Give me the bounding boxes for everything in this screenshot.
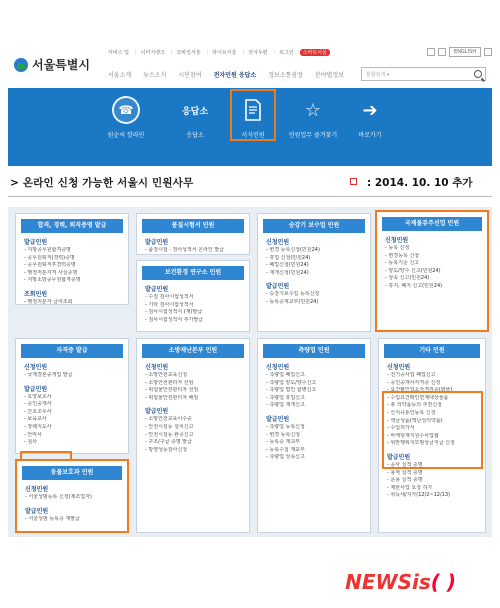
service-link[interactable]: - 국제결혼중개업 발급 <box>24 372 120 380</box>
seoul-logo-icon <box>14 58 28 72</box>
box-title[interactable]: 합격, 경력, 퇴직증명 발급 <box>21 219 123 233</box>
service-link[interactable]: - 공인중개사 <box>24 401 120 409</box>
service-link[interactable]: - 수질 검사시험성적서 <box>145 294 241 302</box>
service-list <box>24 299 120 307</box>
service-link[interactable]: - 운용 실적 증명 <box>387 477 477 485</box>
band-label: 원순씨 핫라인 <box>107 132 145 139</box>
section-title: 발급민원 <box>266 415 290 423</box>
utility-bar: 서비스 업 | 이미지뱅크 | 모바일서울 | 라이브서울 | 전자우편 | 로그인 스마트서울 ENGLISH <box>108 44 492 60</box>
service-link[interactable]: - 요양보호사 <box>24 394 120 402</box>
service-link[interactable]: - 행정처분자격 사실증명 <box>24 270 120 278</box>
service-list <box>145 416 241 454</box>
smart-seoul-badge[interactable]: 스마트서울 <box>300 49 330 56</box>
language-select[interactable]: ENGLISH <box>449 47 481 57</box>
service-link[interactable]: - 안전시설등 완공신고 <box>145 432 241 440</box>
phone-icon: ☎ <box>112 96 140 124</box>
service-link[interactable]: - 등록 신청 <box>385 245 479 253</box>
box-title[interactable]: 기타 민원 <box>384 344 480 358</box>
service-link[interactable]: - 공사 실적 증명 <box>387 462 477 470</box>
service-link[interactable]: - 서울성범 등록증 재발급 <box>25 516 119 524</box>
arrow-icon: ➔ <box>362 99 378 121</box>
service-list <box>24 394 120 447</box>
service-link[interactable]: - 품질시험 · 검사성적서 온라인 발급 <box>145 247 241 255</box>
box-title[interactable]: 측량업 민원 <box>263 344 365 358</box>
band-item-shortcut[interactable] <box>340 96 400 139</box>
service-link[interactable]: - 휴업 신청(민원24) <box>266 255 362 263</box>
service-link[interactable]: - 공인중개사자격증 신청 <box>387 380 477 388</box>
service-box <box>375 210 489 332</box>
box-title[interactable]: 자격증 발급 <box>21 344 123 358</box>
service-link[interactable]: - 구조/구급 증명 발급 <box>145 439 241 447</box>
service-link[interactable]: - 안전시설등 설치신고 <box>145 424 241 432</box>
section-title: 발급민원 <box>145 286 169 293</box>
nav-item[interactable]: 시민참여 <box>178 72 202 79</box>
service-box <box>136 338 250 533</box>
util-link[interactable]: 라이브서울 <box>212 49 237 56</box>
service-link[interactable]: - 산지유통인등록 신청 <box>387 410 477 418</box>
service-list <box>266 291 362 306</box>
service-link[interactable]: - 측량업 등록신청 <box>266 424 362 432</box>
service-list <box>266 424 362 462</box>
service-list <box>25 494 119 502</box>
highlight-outline <box>20 451 72 461</box>
square-bullet-icon <box>350 178 357 185</box>
service-link[interactable]: - 측량업 법인 합병신고 <box>266 387 362 395</box>
service-link[interactable]: - 측량업 폐업신고 <box>266 372 362 380</box>
star-icon: ☆ <box>304 99 322 121</box>
service-box <box>15 338 129 454</box>
watermark-suffix: ( ) <box>430 570 456 594</box>
band-label: 바로가기 <box>358 132 382 139</box>
section-title: 발급민원 <box>25 507 49 515</box>
service-list <box>145 372 241 402</box>
service-list <box>25 516 119 524</box>
service-link[interactable]: - 수입요건확인면제대상물품 <box>387 395 477 403</box>
section-title: 신청민원 <box>385 237 409 244</box>
service-link[interactable]: - 취득세/지가(12/2~12/13) <box>387 492 477 500</box>
service-link[interactable]: - 변경 등록신청(민원24) <box>266 247 362 255</box>
nav-item[interactable]: 분야별정보 <box>315 72 344 79</box>
main-nav <box>108 70 344 79</box>
square-icon[interactable] <box>427 48 435 56</box>
service-link[interactable]: - 공무원퇴직후경력증명 <box>24 262 120 270</box>
service-link[interactable]: - 소방안전교육이수증 <box>145 416 241 424</box>
service-link[interactable]: - 방염성능검사신청 <box>145 447 241 455</box>
service-link[interactable]: - 변경등록 신청 <box>385 253 479 261</box>
service-link[interactable]: - 행정처분자 급여조회 <box>24 299 120 307</box>
divider <box>8 196 492 197</box>
service-link[interactable]: - 등록수첩 재교부 <box>266 447 362 455</box>
service-box <box>136 213 250 255</box>
util-right <box>427 47 492 57</box>
service-link[interactable]: - 측량업 휴업신고 <box>266 395 362 403</box>
section-title: 신청민원 <box>266 364 290 371</box>
service-link[interactable]: - 기타 검사시험성적서 <box>145 302 241 310</box>
service-link[interactable]: - 총 의약품등의 추천신청 <box>387 402 477 410</box>
section-title: 신청민원 <box>387 364 411 371</box>
service-link[interactable]: - 등록증재교부(민원24) <box>266 299 362 307</box>
service-box <box>15 213 129 305</box>
util-link[interactable]: 이미지뱅크 <box>140 49 165 56</box>
service-band <box>8 88 492 166</box>
service-link[interactable]: - 간호조무사 <box>24 409 120 417</box>
service-link[interactable]: - 서울성범등록 신청(제조업자) <box>25 494 119 502</box>
band-label: 민원업무 즐겨찾기 <box>288 132 338 139</box>
util-link[interactable]: 전자우편 <box>248 49 268 56</box>
box-title[interactable]: 품질시험서 민원 <box>142 219 244 233</box>
service-link[interactable]: - 안마사 <box>24 432 120 440</box>
service-link[interactable]: - 요건확인업소자격검증(뫼뚤) <box>387 387 477 395</box>
band-item-favorites[interactable] <box>283 96 343 139</box>
speech-icon: 응답소 <box>181 106 209 117</box>
section-title: 신청민원 <box>25 486 49 493</box>
search-input[interactable] <box>361 67 486 81</box>
service-link[interactable]: - 승강기보수업 등록신청 <box>266 291 362 299</box>
nav-item-active[interactable]: 전자민원 응답소 <box>213 72 257 79</box>
page-title-text: 온라인 신청 가능한 서울시 민원사무 <box>22 177 194 189</box>
service-link[interactable]: - 등록증 재교부 <box>266 439 362 447</box>
util-link[interactable]: 서비스 업 <box>108 49 129 56</box>
service-box <box>257 338 371 533</box>
section-title: 신청민원 <box>145 364 169 371</box>
service-box <box>15 459 129 533</box>
section-title: 신청민원 <box>24 364 48 371</box>
section-title: 조회민원 <box>24 290 48 298</box>
service-link[interactable]: - 양도/양수 신고(민원24) <box>385 268 479 276</box>
box-title[interactable]: 국제물류주선업 민원 <box>382 217 482 231</box>
service-list <box>24 247 120 285</box>
square-icon[interactable] <box>438 48 446 56</box>
band-label: 응답소 <box>186 132 204 139</box>
service-link[interactable]: - 폐업신청(민원24) <box>266 262 362 270</box>
service-link[interactable]: - 소방안전교육신청 <box>145 372 241 380</box>
service-list <box>145 247 241 255</box>
site-logo[interactable] <box>14 56 90 73</box>
home-icon[interactable] <box>484 48 492 56</box>
service-link[interactable]: - 등록기준 신고 <box>385 260 479 268</box>
highlight-outline <box>382 391 483 469</box>
service-link[interactable]: - 전기공사업 폐업신고 <box>387 372 477 380</box>
util-link[interactable]: 모바일서울 <box>176 49 201 56</box>
service-link[interactable]: - 측량업 양도/양수신고 <box>266 380 362 388</box>
service-link[interactable]: - 공무원퇴직(경력)증명 <box>24 255 120 263</box>
box-title[interactable]: 동물보호과 민원 <box>22 466 122 480</box>
band-item-response[interactable] <box>165 96 225 139</box>
service-link[interactable]: - 위험물안전관리자 해임 <box>145 395 241 403</box>
service-link[interactable]: - 측량업 상속신고 <box>266 454 362 462</box>
search-icon[interactable] <box>474 70 482 78</box>
box-title[interactable]: 승강기 보수업 민원 <box>263 219 365 233</box>
service-list <box>145 294 241 324</box>
service-link[interactable]: - 검사시험성적서 (재)발급 <box>145 309 241 317</box>
service-grid <box>8 207 492 537</box>
service-box <box>136 260 250 332</box>
service-link[interactable]: - 보육교사 <box>24 416 120 424</box>
service-link[interactable]: - 위험물안전관리자 선임 <box>145 387 241 395</box>
service-list <box>266 247 362 277</box>
band-label: 서식민원 <box>241 132 265 139</box>
service-list <box>266 372 362 410</box>
section-title: 발급민원 <box>266 283 290 291</box>
login-link[interactable]: 로그인 <box>279 49 294 56</box>
service-list <box>385 245 479 291</box>
section-title: 발급민원 <box>145 408 169 416</box>
service-link[interactable]: - 마케팅재지원수사업협 <box>387 433 477 441</box>
section-title: 신청민원 <box>266 239 290 246</box>
watermark-text: NEWSis <box>345 570 431 594</box>
service-link[interactable]: - 지방소방공무원합격증명 <box>24 277 120 285</box>
section-title: 발급민원 <box>24 239 48 246</box>
service-link[interactable]: - 상속 신고(민원24) <box>385 275 479 283</box>
search-placeholder: 통합검색 ▾ <box>366 72 390 78</box>
logo-text: 서울특별시 <box>32 58 90 72</box>
nav-item[interactable]: 뉴스소식 <box>143 72 167 79</box>
service-link[interactable]: - 측량업 재개신고 <box>266 402 362 410</box>
forms-highlight <box>230 89 276 141</box>
band-item-hotline[interactable] <box>96 96 156 139</box>
update-date-text: : 2014. 10. 10 추가 <box>367 177 473 189</box>
nav-item[interactable]: 서울소개 <box>108 72 132 79</box>
section-title: 발급민원 <box>24 385 48 393</box>
service-link[interactable]: - 수입허가서 <box>387 425 477 433</box>
service-link[interactable]: - 소방안전관리자 선임 <box>145 380 241 388</box>
section-title: 발급민원 <box>145 239 169 246</box>
service-link[interactable]: - 지방공무원합격증명 <box>24 247 120 255</box>
service-list <box>24 372 120 380</box>
newsis-watermark <box>345 570 456 594</box>
service-link[interactable]: - 휴지, 폐지 신고(민원24) <box>385 283 479 291</box>
service-link[interactable]: - 변경 등록신청 <box>266 432 362 440</box>
service-link[interactable]: - 위반행위지모범상금지급 신청 <box>387 440 477 448</box>
service-link[interactable]: - 검사시험성적서 추가발급 <box>145 317 241 325</box>
page-title: > 온라인 신청 가능한 서울시 민원사무 <box>10 177 194 189</box>
service-link[interactable]: - 장례지도사 <box>24 424 120 432</box>
service-box <box>257 213 371 332</box>
box-title[interactable]: 소방재난본부 민원 <box>142 344 244 358</box>
section-title: 발급민원 <box>387 453 411 461</box>
update-date <box>350 175 473 190</box>
nav-item[interactable]: 정보소통광장 <box>268 72 304 79</box>
service-link[interactable]: - 용역 실적 증명 <box>387 470 477 478</box>
service-link[interactable]: - 침사 <box>24 439 120 447</box>
service-link[interactable]: - 액난성품(액난성의약품) <box>387 418 477 426</box>
box-title[interactable]: 보건환경 연구소 민원 <box>142 266 244 280</box>
service-link[interactable]: - 제한사업 요청 허가 <box>387 485 477 493</box>
service-link[interactable]: - 재개신청(민원24) <box>266 270 362 278</box>
